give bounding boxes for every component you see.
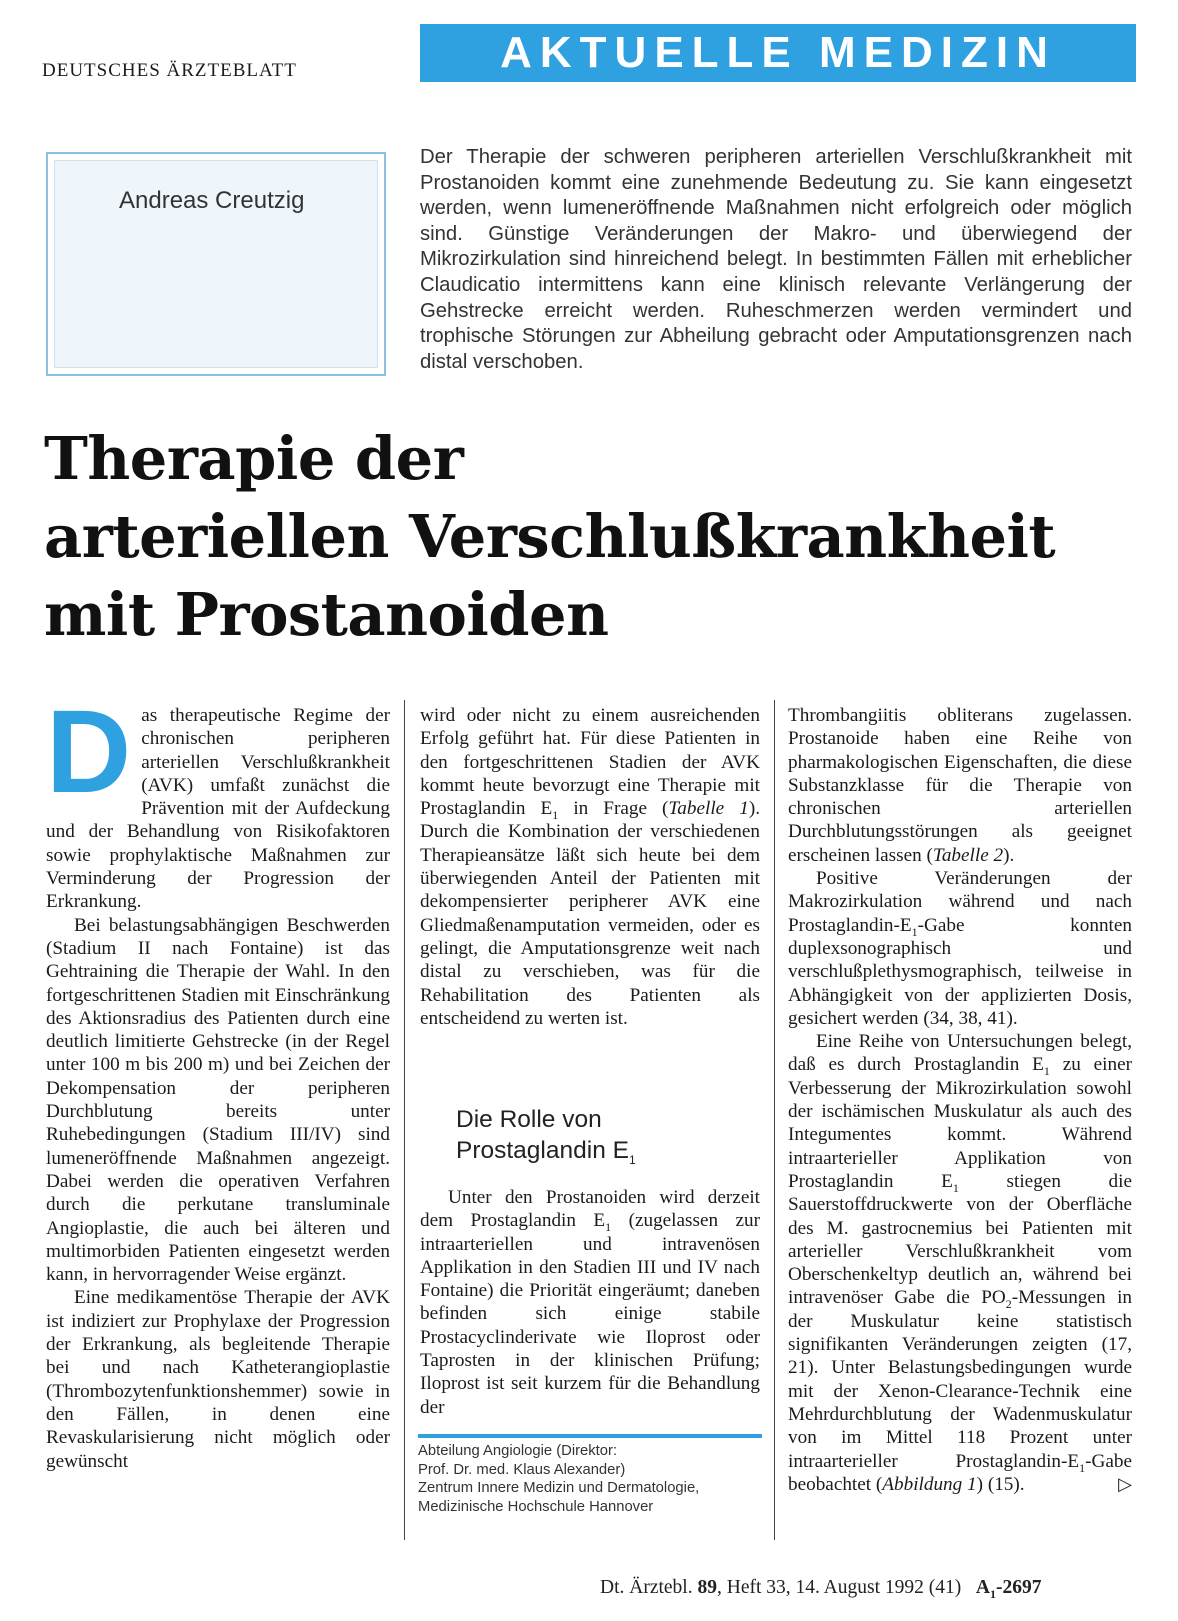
column-rule-2 xyxy=(774,700,775,1540)
title-line-1: Therapie der xyxy=(44,424,464,493)
column-1 xyxy=(46,686,390,1473)
page-footer: Dt. Ärztebl. 89, Heft 33, 14. August 1992 (41) $A_1-2697$ xyxy=(600,1577,1042,1601)
continue-arrow-icon: ▷ xyxy=(1118,1473,1132,1495)
abstract: Der Therapie der schweren peripheren arteriellen Verschlußkrankheit mit Prostanoiden kommt eine zunehmende Bedeutung zu. Sie kann eingesetzt werden, wenn lumeneröffnende Maßnahmen nicht erfolgreich oder möglich sind. Günstige Veränderungen der Makro- und überwiegend der Mikrozirkulation sind hinreichend belegt. In bestimmten Fällen mit erheblicher Claudicatio intermittens kann eine klinisch relevante Verlängerung der Gehstrecke erreicht werden. Ruheschmerzen werden vermindert und trophische Störungen zur Abheilung gebracht oder Amputationsgrenzen nach distal verschoben. xyxy=(420,146,1132,373)
column-2 xyxy=(420,704,760,1030)
paragraph-4: wird oder nicht zu einem ausreichenden Erfolg geführt hat. Für diese Patienten in den fortgeschrittenen Stadien der AVK kommt heute bevorzugt eine Therapie mit Prostaglandin $E_1$ in Frage (Tabelle 1). Durch die Kombination der verschiedenen Therapieansätze läßt sich heute bei dem überwiegenden Anteil der Patienten mit dekompensierter peripherer AVK eine Gliedmaßenamputation vermeiden, oder es gelingt, die Amputationsgrenze weit nach distal zu verschieben, was für die Rehabilitation des Patienten als entscheidend zu werten ist. xyxy=(420,705,760,1029)
affiliation xyxy=(418,1442,768,1516)
title-line-3: mit Prostanoiden xyxy=(44,580,609,649)
author-name: Andreas Creutzig xyxy=(119,187,305,214)
affiliation-rule xyxy=(418,1434,762,1438)
paragraph-5: Unter den Prostanoiden wird derzeit dem Prostaglandin $E_1$ (zugelassen zur intraarteriellen und intravenösen Applikation in den Stadien III und IV nach Fontaine) die Priorität eingeräumt; daneben befinden sich einige stabile Prostacyclinderivate wie Iloprost oder Taprosten in der klinischen Prüfung; Iloprost ist seit kurzem für die Behandlung der xyxy=(420,1187,760,1418)
paragraph-8: Eine Reihe von Untersuchungen belegt, daß es durch Prostaglandin $E_1$ zu einer Verbesserung der Mikrozirkulation sowohl der ischämischen Muskulatur als auch des Integumentes kommt. Während intraarterieller Applikation von Prostaglandin $E_1$ stiegen die Sauerstoffdruckwerte von der Oberfläche des M. gastrocnemius bei Patienten mit arterieller Verschlußkrankheit vom Oberschenkeltyp deutlich an, während bei intravenöser Gabe die $PO_2$-Messungen in der Muskulatur keine statistisch signifikanten Veränderungen zeigten (17, 21). Unter Belastungsbedingungen wurde mit der Xenon-Clearance-Technik eine Mehrdurchblutung der Wadenmuskulatur von im Mittel 118 Prozent unter intraarterieller Prostaglandin-$E_1$-Gabe beobachtet (Abbildung 1) (15). ▷ xyxy=(788,1031,1132,1495)
article-title xyxy=(44,420,1144,654)
affiliation-line-3: Zentrum Innere Medizin und Dermatologie, xyxy=(418,1480,700,1496)
paragraph-1: Das therapeutische Regime der chronischen peripheren arteriellen Verschlußkrankheit (AVK) umfaßt zunächst die Prävention mit der Aufdeckung und der Behandlung von Risikofaktoren sowie prophylaktische Maßnahmen zur Verminderung der Progression der Erkrankung. xyxy=(46,686,390,913)
title-line-2: arteriellen Verschlußkrankheit xyxy=(44,502,1056,571)
section-subheading: Die Rolle von Prostaglandin $E_1$ xyxy=(456,1106,636,1167)
paragraph-7: Positive Veränderungen der Makrozirkulation während und nach Prostaglandin-$E_1$-Gabe konnten duplexsonographisch und verschlußplethysmographisch, teilweise in Abhängigkeit von der applizierten Dosis, gesichert werden (34, 38, 41). xyxy=(788,868,1132,1029)
author-box-inner xyxy=(54,160,378,368)
paragraph-6: Thrombangiitis obliterans zugelassen. Prostanoide haben eine Reihe von pharmakologischen Eigenschaften, die diese Substanzklasse für die Therapie von chronischen arteriellen Durchblutungsstörungen als geeignet erscheinen lassen (Tabelle 2). xyxy=(788,705,1132,866)
affiliation-line-2: Prof. Dr. med. Klaus Alexander) xyxy=(418,1461,626,1478)
paragraph-2: Bei belastungsabhängigen Beschwerden (Stadium II nach Fontaine) ist das Gehtraining die Therapie der Wahl. In den fortgeschrittenen Stadien mit Einschränkung des Aktionsradius des Patienten durch eine deutlich limitierte Gehstrecke (in der Regel unter 100 m bis 200 m) und bei Zeichen der Dekompensation der peripheren Durchblutung bereits unter Ruhebedingungen (Stadium III/IV) sind lumeneröffnende Maßnahmen angezeigt. Dabei werden die operativen Verfahren durch die perkutane transluminale Angioplastie, die auch bei älteren und multimorbiden Patienten eingesetzt werden kann, in hervorragender Weise ergänzt. xyxy=(46,914,390,1286)
affiliation-line-1: Abteilung Angiologie (Direktor: xyxy=(418,1443,618,1459)
column-rule-1 xyxy=(404,700,405,1540)
column-2-continued xyxy=(420,1186,760,1419)
author-box xyxy=(46,152,386,376)
section-banner: AKTUELLE MEDIZIN xyxy=(420,24,1136,82)
paragraph-3: Eine medikamentöse Therapie der AVK ist indiziert zur Prophylaxe der Progression der Erkrankung, als begleitende Therapie bei und nach Katheterangioplastie (Thrombozytenfunktionshemmer) sowie in den Fällen, in denen eine Revaskularisierung nicht möglich oder gewünscht xyxy=(46,1287,390,1472)
column-3 xyxy=(788,704,1132,1496)
drop-cap: D xyxy=(46,686,132,818)
affiliation-line-4: Medizinische Hochschule Hannover xyxy=(418,1498,654,1515)
journal-name: DEUTSCHES ÄRZTEBLATT xyxy=(42,60,297,81)
